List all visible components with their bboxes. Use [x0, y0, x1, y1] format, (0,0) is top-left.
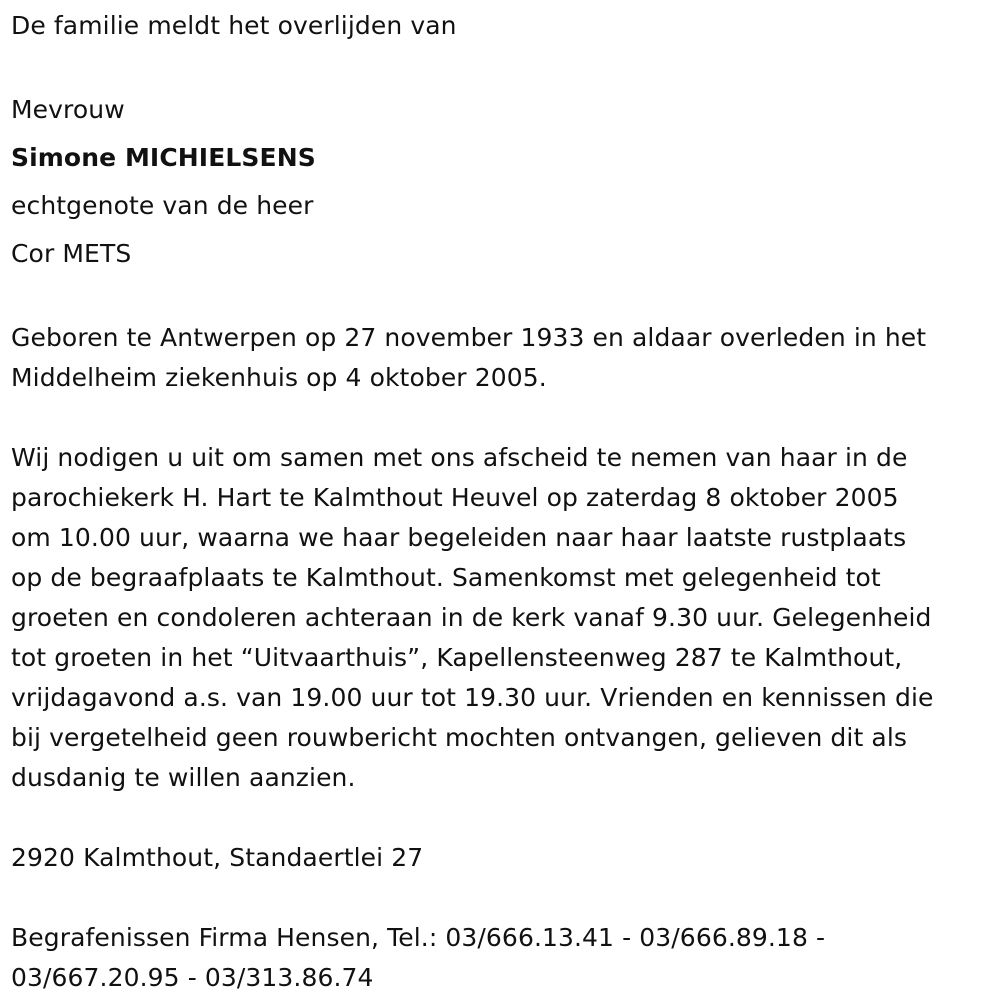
invitation-line: bij vergetelheid geen rouwbericht mochten ontvangen, gelieven dit als [11, 723, 907, 752]
invitation-paragraph [11, 438, 991, 798]
spacer [11, 398, 991, 438]
invitation-line: op de begraafplaats te Kalmthout. Samenkomst met gelegenheid tot [11, 563, 881, 592]
spacer [11, 798, 991, 838]
birth-death-line: Middelheim ziekenhuis op 4 oktober 2005. [11, 363, 547, 392]
intro-text: De familie meldt het overlijden van [11, 11, 457, 40]
spouse-name: Cor METS [11, 239, 132, 268]
address: 2920 Kalmthout, Standaertlei 27 [11, 843, 424, 872]
deceased-name: Simone MICHIELSENS [11, 143, 316, 172]
invitation-line: dusdanig te willen aanzien. [11, 763, 356, 792]
salutation: Mevrouw [11, 95, 125, 124]
spacer [11, 46, 991, 86]
birth-death-paragraph [11, 318, 991, 398]
funeral-home-line: Begrafenissen Firma Hensen, Tel.: 03/666.13.41 - 03/666.89.18 - [11, 923, 826, 952]
funeral-home-info [11, 918, 991, 998]
spacer [11, 278, 991, 318]
invitation-line: groeten en condoleren achteraan in de kerk vanaf 9.30 uur. Gelegenheid [11, 603, 932, 632]
invitation-line: tot groeten in het “Uitvaarthuis”, Kapellensteenweg 287 te Kalmthout, [11, 643, 903, 672]
invitation-line: parochiekerk H. Hart te Kalmthout Heuvel op zaterdag 8 oktober 2005 [11, 483, 899, 512]
invitation-line: Wij nodigen u uit om samen met ons afscheid te nemen van haar in de [11, 443, 908, 472]
funeral-home-line: 03/667.20.95 - 03/313.86.74 [11, 963, 374, 992]
birth-death-line: Geboren te Antwerpen op 27 november 1933 en aldaar overleden in het [11, 323, 927, 352]
relation-text: echtgenote van de heer [11, 191, 314, 220]
invitation-line: om 10.00 uur, waarna we haar begeleiden naar haar laatste rustplaats [11, 523, 907, 552]
invitation-line: vrijdagavond a.s. van 19.00 uur tot 19.30 uur. Vrienden en kennissen die [11, 683, 934, 712]
spacer [11, 878, 991, 918]
obituary-notice [11, 6, 991, 998]
